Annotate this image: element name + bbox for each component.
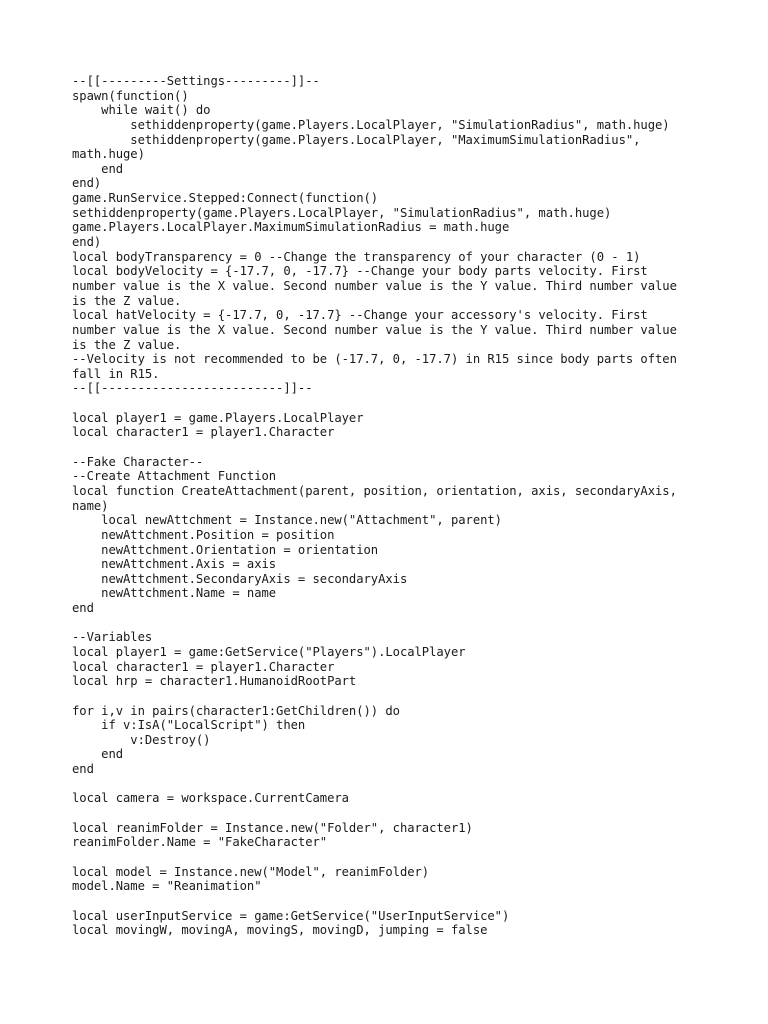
code-line: local model = Instance.new("Model", reanimFolder) (72, 864, 430, 879)
code-line: local reanimFolder = Instance.new("Folder", character1) (72, 820, 473, 835)
code-line: newAttchment.Position = position (72, 527, 335, 542)
code-line: local camera = workspace.CurrentCamera (72, 791, 349, 806)
code-line: end) (72, 176, 102, 191)
code-line: newAttchment.Orientation = orientation (72, 542, 379, 557)
code-line: local player1 = game:GetService("Players").LocalPlayer (72, 644, 466, 659)
code-line: local bodyVelocity = {-17.7, 0, -17.7} --Change your body parts velocity. First (72, 264, 648, 279)
code-line: sethiddenproperty(game.Players.LocalPlayer, "SimulationRadius", math.huge) (72, 117, 670, 132)
code-line: sethiddenproperty(game.Players.LocalPlayer, "MaximumSimulationRadius", (72, 132, 641, 147)
code-line: --Create Attachment Function (72, 469, 277, 484)
code-line: local player1 = game.Players.LocalPlayer (72, 410, 364, 425)
code-listing (72, 74, 702, 938)
code-line: local userInputService = game:GetService("UserInputService") (72, 908, 510, 923)
code-line: for i,v in pairs(character1:GetChildren()) do (72, 703, 400, 718)
code-line: number value is the X value. Second number value is the Y value. Third number value (72, 278, 677, 293)
code-line: local hrp = character1.HumanoidRootPart (72, 674, 357, 689)
code-line: fall in R15. (72, 366, 160, 381)
code-line: --Fake Character-- (72, 454, 204, 469)
code-line: newAttchment.Axis = axis (72, 557, 277, 572)
code-line: if v:IsA("LocalScript") then (72, 718, 306, 733)
code-line: local hatVelocity = {-17.7, 0, -17.7} --Change your accessory's velocity. First (72, 308, 648, 323)
code-line: is the Z value. (72, 293, 182, 308)
code-line: v:Destroy() (72, 732, 211, 747)
code-line (72, 396, 702, 411)
code-line: number value is the X value. Second number value is the Y value. Third number value (72, 322, 677, 337)
code-line (72, 894, 702, 909)
code-line: end (72, 747, 124, 762)
code-line: reanimFolder.Name = "FakeCharacter" (72, 835, 328, 850)
code-line (72, 850, 702, 865)
code-line: end (72, 161, 124, 176)
code-line: game.Players.LocalPlayer.MaximumSimulationRadius = math.huge (72, 220, 510, 235)
code-line: --[[---------Settings---------]]-- (72, 74, 320, 88)
code-line: is the Z value. (72, 337, 182, 352)
code-line: end (72, 762, 94, 777)
code-line: local character1 = player1.Character (72, 659, 335, 674)
code-line: newAttchment.SecondaryAxis = secondaryAxis (72, 571, 408, 586)
code-line: --[[-------------------------]]-- (72, 381, 313, 396)
code-line: local newAttchment = Instance.new("Attachment", parent) (72, 513, 502, 528)
code-line: local bodyTransparency = 0 --Change the transparency of your character (0 - 1) (72, 249, 641, 264)
code-line: sethiddenproperty(game.Players.LocalPlayer, "SimulationRadius", math.huge) (72, 205, 612, 220)
code-line (72, 440, 702, 455)
code-line: end) (72, 235, 102, 250)
code-line (72, 689, 702, 704)
code-line: end (72, 601, 94, 616)
code-line: --Variables (72, 630, 153, 645)
code-line: local function CreateAttachment(parent, position, orientation, axis, secondaryAxis, (72, 483, 677, 498)
code-line (72, 777, 702, 792)
code-line: while wait() do (72, 103, 211, 118)
code-line: spawn(function() (72, 88, 189, 103)
code-line (72, 616, 702, 631)
code-line: game.RunService.Stepped:Connect(function() (72, 191, 379, 206)
code-line: newAttchment.Name = name (72, 586, 277, 601)
code-line: --Velocity is not recommended to be (-17.7, 0, -17.7) in R15 since body parts often (72, 352, 677, 367)
code-line: local movingW, movingA, movingS, movingD, jumping = false (72, 923, 488, 938)
code-line: model.Name = "Reanimation" (72, 879, 262, 894)
code-line: math.huge) (72, 147, 145, 162)
code-line (72, 806, 702, 821)
code-line: local character1 = player1.Character (72, 425, 335, 440)
code-line: name) (72, 498, 109, 513)
